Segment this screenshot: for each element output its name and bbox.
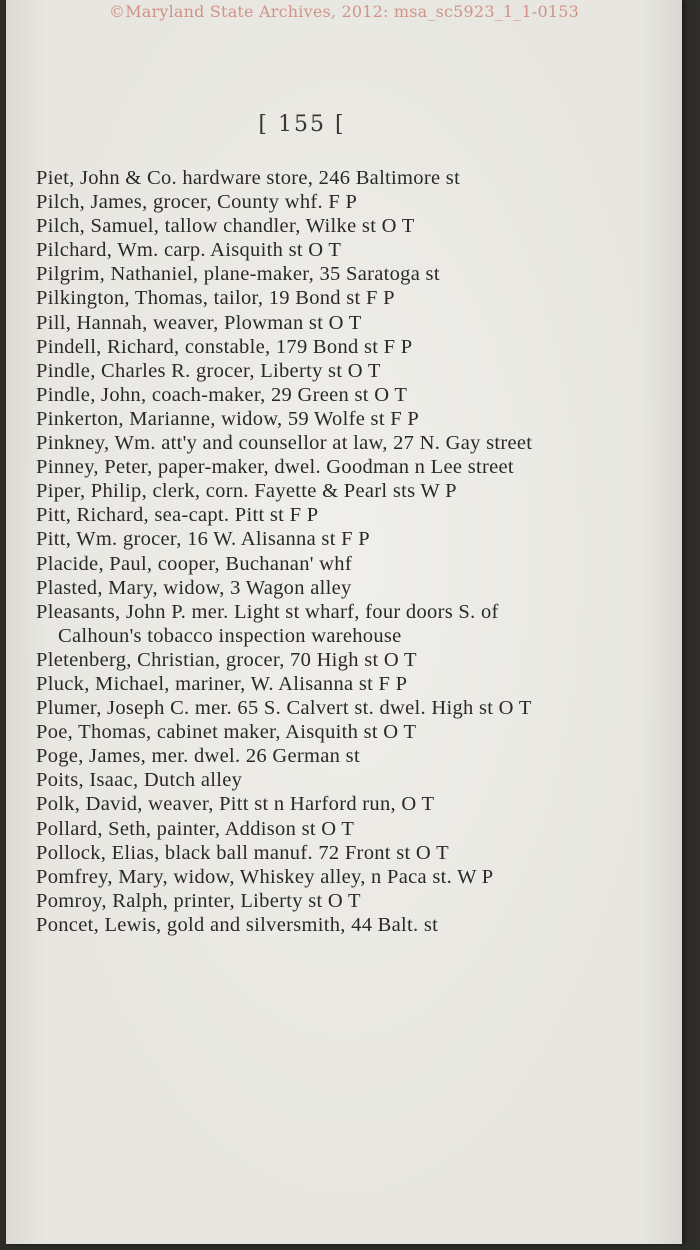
- directory-entry: Pollock, Elias, black ball manuf. 72 Front st O T: [36, 841, 449, 864]
- directory-entries: [36, 166, 566, 937]
- directory-entry: Pill, Hannah, weaver, Plowman st O T: [36, 311, 362, 334]
- directory-entry: Poge, James, mer. dwel. 26 German st: [36, 745, 360, 768]
- directory-entry: Placide, Paul, cooper, Buchanan' whf: [36, 552, 352, 575]
- directory-entry: Pinney, Peter, paper-maker, dwel. Goodman n Lee street: [36, 456, 514, 479]
- directory-page: [6, 0, 682, 1244]
- directory-entry: Pindell, Richard, constable, 179 Bond st F P: [36, 335, 413, 358]
- directory-entry: Poncet, Lewis, gold and silversmith, 44 Balt. st: [36, 913, 439, 936]
- directory-entry: Pletenberg, Christian, grocer, 70 High st O T: [36, 648, 417, 671]
- directory-entry: Poits, Isaac, Dutch alley: [36, 769, 243, 792]
- directory-entry: Pinkney, Wm. att'y and counsellor at law, 27 N. Gay street: [36, 432, 533, 455]
- directory-entry: Pomfrey, Mary, widow, Whiskey alley, n Paca st. W P: [36, 865, 494, 888]
- directory-entry: Pilgrim, Nathaniel, plane-maker, 35 Saratoga st: [36, 263, 440, 286]
- directory-entry: Piper, Philip, clerk, corn. Fayette & Pearl sts W P: [36, 480, 457, 503]
- directory-entry: Pilchard, Wm. carp. Aisquith st O T: [36, 239, 342, 262]
- directory-entry: Pinkerton, Marianne, widow, 59 Wolfe st F P: [36, 407, 420, 430]
- directory-entry: Pluck, Michael, mariner, W. Alisanna st F P: [36, 672, 408, 695]
- directory-entry: Pleasants, John P. mer. Light st wharf, four doors S. of Calhoun's tobacco inspection warehouse: [36, 600, 499, 647]
- directory-entry: Piet, John & Co. hardware store, 246 Baltimore st: [36, 167, 461, 189]
- directory-entry: Pindle, Charles R. grocer, Liberty st O T: [36, 359, 381, 382]
- directory-entry: Pilch, James, grocer, County whf. F P: [36, 191, 358, 214]
- archive-watermark: ©Maryland State Archives, 2012: msa_sc5923_1_1-0153: [109, 2, 579, 21]
- directory-entry: Pitt, Wm. grocer, 16 W. Alisanna st F P: [36, 528, 370, 551]
- page-number: [ 155 [: [258, 112, 346, 137]
- directory-entry: Pollard, Seth, painter, Addison st O T: [36, 817, 355, 840]
- directory-entry: Plasted, Mary, widow, 3 Wagon alley: [36, 576, 352, 599]
- directory-entry: Pilch, Samuel, tallow chandler, Wilke st O T: [36, 215, 415, 238]
- directory-entry: Plumer, Joseph C. mer. 65 S. Calvert st. dwel. High st O T: [36, 697, 532, 720]
- directory-entry: Pindle, John, coach-maker, 29 Green st O T: [36, 383, 408, 406]
- directory-entry: Pomroy, Ralph, printer, Liberty st O T: [36, 889, 361, 912]
- directory-entry: Polk, David, weaver, Pitt st n Harford run, O T: [36, 793, 435, 816]
- directory-entry: Poe, Thomas, cabinet maker, Aisquith st O T: [36, 721, 417, 744]
- directory-entry: Pilkington, Thomas, tailor, 19 Bond st F P: [36, 287, 395, 310]
- directory-entry: Pitt, Richard, sea-capt. Pitt st F P: [36, 504, 319, 527]
